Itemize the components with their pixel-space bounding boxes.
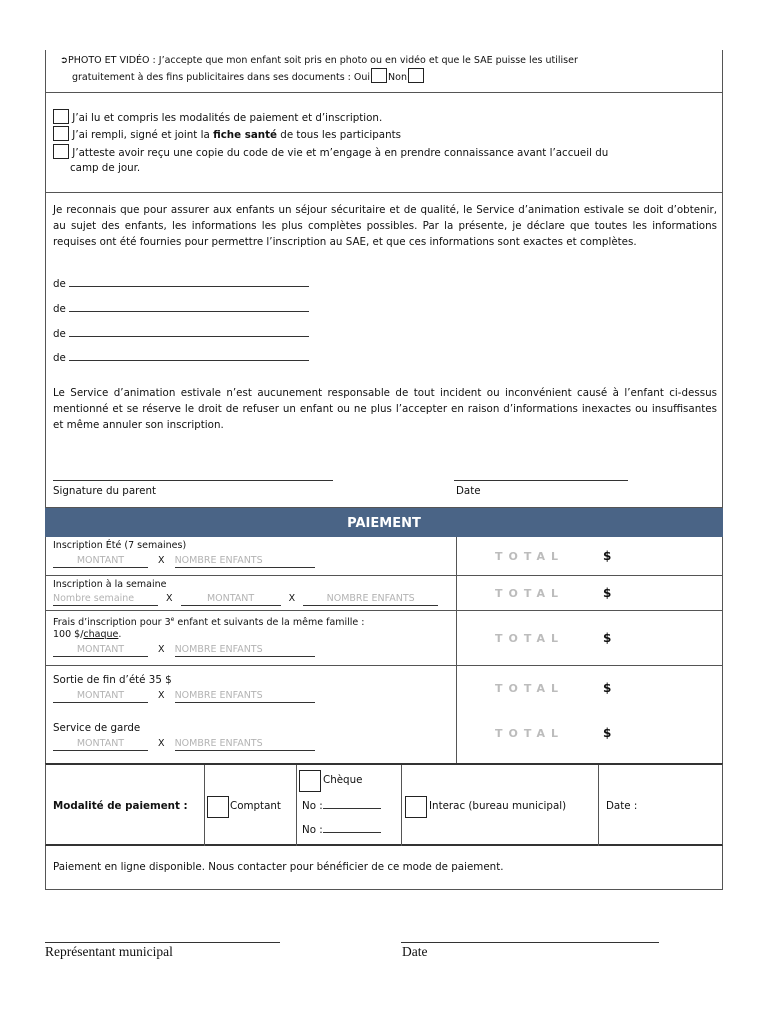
de-field-3[interactable] [69,336,309,337]
de-line-2: de [53,302,309,318]
table-row-garde [46,715,722,763]
cheque-no-1: No : [302,799,381,815]
check-2-checkbox[interactable] [53,126,69,141]
non-label: Non [388,72,407,83]
de-line-3: de [53,327,309,343]
total-label: TOTAL [495,587,565,600]
signature-label: Signature du parent [53,485,157,497]
montant-field[interactable]: MONTANT [53,554,148,568]
cheque-no-field-2[interactable] [323,832,381,833]
row-sortie-formula: MONTANT X NOMBRE ENFANTS [53,689,315,703]
total-amount-semaine[interactable]: $ [603,586,612,600]
table-row-sortie [46,666,722,715]
montant-field[interactable]: MONTANT [53,643,148,657]
cheque-no-2: No : [302,823,381,839]
table-row-frais [46,611,722,666]
rep-date-label: Date [402,944,428,959]
total-amount-ete[interactable]: $ [603,549,612,563]
signature-line[interactable] [53,480,333,481]
table-row-semaine [46,576,722,611]
de-field-4[interactable] [69,360,309,361]
check-item-3: J’atteste avoir reçu une copie du code de vie et m’engage à en prendre connaissance avant l’accueil du [53,144,608,162]
total-label: TOTAL [495,682,565,695]
check-item-3-continued: camp de jour. [70,162,141,174]
paiement-header [45,508,723,537]
cheque-no-field-1[interactable] [323,808,381,809]
montant-field[interactable]: MONTANT [53,689,148,703]
nombre-enfants-field[interactable]: NOMBRE ENFANTS [303,592,438,606]
de-line-4: de [53,351,309,367]
table-row-ete [46,537,722,576]
nombre-enfants-field[interactable]: NOMBRE ENFANTS [175,737,315,751]
montant-field[interactable]: MONTANT [53,737,148,751]
online-note-text: Paiement en ligne disponible. Nous contacter pour bénéficier de ce mode de paiement. [53,861,504,873]
modalite-section [45,763,723,846]
row-garde-formula: MONTANT X NOMBRE ENFANTS [53,737,315,751]
online-note-section [45,846,723,890]
photo-consent-line1: ➲PHOTO ET VIDÉO : J’accepte que mon enfant soit pris en photo ou en vidéo et que le SAE puisse les utiliser [60,55,578,66]
date-label: Date [456,485,481,497]
de-field-1[interactable] [69,286,309,287]
check-item-2: J’ai rempli, signé et joint la fiche santé de tous les participants [53,126,401,144]
nombre-semaine-field[interactable]: Nombre semaine [53,592,158,606]
date-line[interactable] [454,480,628,481]
comptant-checkbox[interactable] [207,796,229,818]
total-label: TOTAL [495,632,565,645]
rep-date-line[interactable] [401,942,659,943]
row-sortie-title: Sortie de fin d’été 35 $ [53,674,172,686]
payment-table [45,537,723,763]
nombre-enfants-field[interactable]: NOMBRE ENFANTS [175,643,315,657]
oui-checkbox[interactable] [371,68,387,83]
non-checkbox[interactable] [408,68,424,83]
photo-consent-line2: gratuitement à des fins publicitaires dans ses documents : Oui Non [72,68,424,84]
nombre-enfants-field[interactable]: NOMBRE ENFANTS [175,689,315,703]
modalite-date-label[interactable]: Date : [606,800,638,812]
photo-consent-section [45,50,723,93]
total-label: TOTAL [495,727,565,740]
row-semaine-title: Inscription à la semaine [53,579,167,590]
row-ete-formula: MONTANT X NOMBRE ENFANTS [53,554,315,568]
nombre-enfants-field[interactable]: NOMBRE ENFANTS [175,554,315,568]
total-amount-frais[interactable]: $ [603,631,612,645]
checklist-section [45,93,723,193]
rep-signature-line[interactable] [45,942,280,943]
row-semaine-formula: Nombre semaine X MONTANT X NOMBRE ENFANTS [53,592,438,606]
interac-label: Interac (bureau municipal) [429,800,567,812]
row-frais-line2: 100 $/chaque. [53,629,122,640]
row-ete-title: Inscription Été (7 semaines) [53,540,187,551]
row-frais-formula: MONTANT X NOMBRE ENFANTS [53,643,315,657]
total-amount-sortie[interactable]: $ [603,681,612,695]
montant-field[interactable]: MONTANT [181,592,281,606]
row-garde-title: Service de garde [53,722,141,734]
interac-checkbox[interactable] [405,796,427,818]
check-1-checkbox[interactable] [53,109,69,124]
de-line-1: de [53,277,309,293]
de-field-2[interactable] [69,311,309,312]
cheque-checkbox[interactable] [299,770,321,792]
modalite-label: Modalité de paiement : [53,800,188,812]
cheque-label: Chèque [323,774,363,786]
rep-label: Représentant municipal [45,944,173,959]
check-3-checkbox[interactable] [53,144,69,159]
comptant-label: Comptant [230,800,281,812]
row-frais-title: Frais d’inscription pour 3e enfant et suivants de la même famille : [53,616,365,629]
declaration-section [45,193,723,508]
total-amount-garde[interactable]: $ [603,726,612,740]
arrow-icon: ➲ [60,55,68,66]
total-label: TOTAL [495,550,565,563]
declaration-text: Je reconnais que pour assurer aux enfants un séjour sécuritaire et de qualité, le Service d’animation estivale se doit d’obtenir, au sujet des enfants, les informations les plus complètes possibles. Par la présente, je déclare que toutes les informations requises ont été fournies pour permettre l’inscription au SAE, et que ces informations sont exactes et complètes. [53,204,717,248]
disclaimer-text: Le Service d’animation estivale n’est aucunement responsable de tout incident ou inconvénient causé à l’enfant ci-dessus mentionné et se réserve le droit de refuser un enfant ou ne plus l’accepter en raison d’informations inexactes ou insuffisantes et même annuler son inscription. [53,387,717,431]
paiement-title: PAIEMENT [347,516,421,531]
check-item-1: J’ai lu et compris les modalités de paiement et d’inscription. [53,109,382,127]
